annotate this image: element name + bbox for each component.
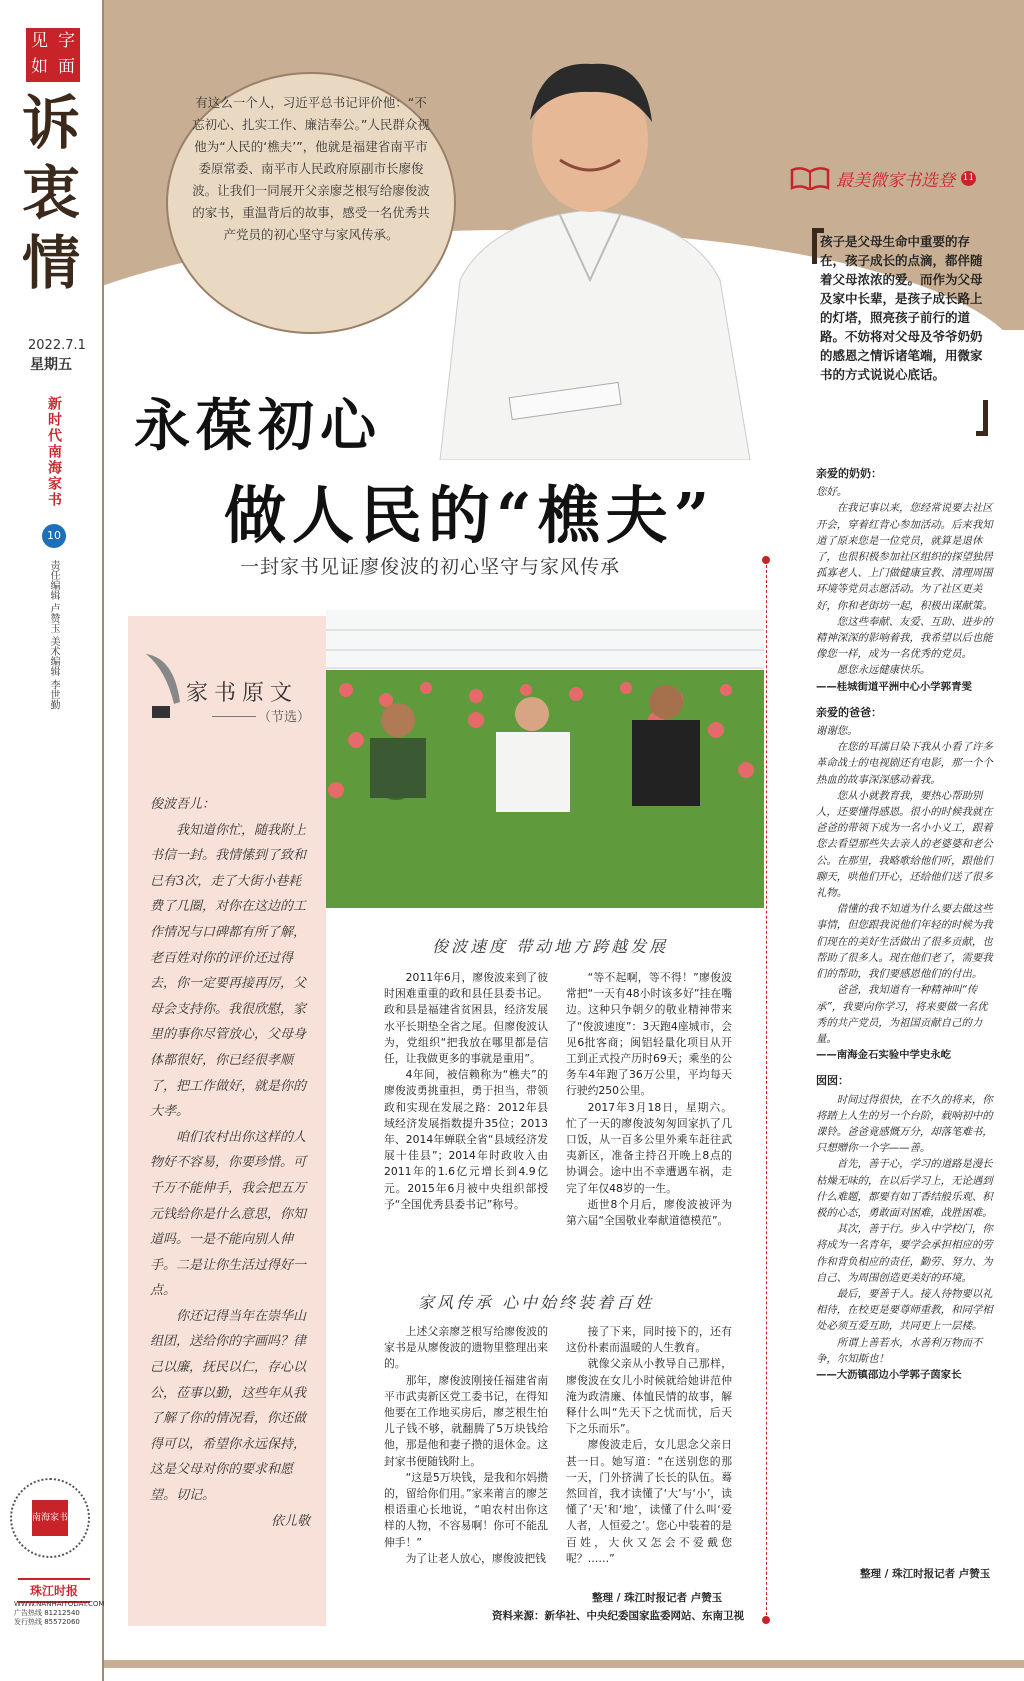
article-paragraph: 为了让老人放心，廖俊波把钱 (405, 1551, 546, 1565)
letter-title-rule (212, 716, 256, 717)
letter-heading: 囡囡： (816, 1074, 849, 1088)
letter-paragraph: 你还记得当年在崇华山组团，送给你的字画吗？律己以廉，抚民以仁，存心以公，莅事以勤，这些年从我了解了你的情况看，你还做得可以，希望你永远保持，这是父母对你的要求和愿望。切记。 (150, 1308, 307, 1504)
article-paragraph: 接了下来，同时接下的，还有这份朴素而温暖的人生教育。 (566, 1325, 732, 1355)
article-paragraph: “这是5万块钱，是我和尔妈攒的，留给你们用。”家来莆言的廖芝根语重心长地说，“咱农村出你这样的人物，不容易啊！你可不能乱伸手！” (384, 1470, 548, 1549)
bottom-rule (104, 1660, 1024, 1668)
letter-paragraph: 借懂的我不知道为什么要去做这些事情，但您跟我说他们年轻的时候为我们现在的美好生活做出了很多贡献，也帮助了很多人。现在他们老了，需要我们的帮助，我们要感恩他们的付出。 (816, 903, 993, 981)
column-divider (766, 560, 768, 1620)
letter-heading: 亲爱的爸爸： (816, 705, 882, 719)
letter-paragraph: 您从小就教育我，要热心帮助别人，还要懂得感恩。很小的时候我就在爸爸的带领下成为一名小小义工，跟着您去看望那些失去亲人的老婆婆和老公公。在那里，我略歌给他们听，跟他们聊天，哄他们开心，还给他们送了很多礼物。 (816, 789, 993, 900)
article-paragraph: 2011年6月，廖俊波来到了彼时困难重重的政和县任县委书记。政和县是福建省贫困县，经济发展水平长期垫全省之尾。但廖俊波认为，党组织“把我放在哪里都是信任，让我做更多的事就是重用”。 (384, 971, 548, 1066)
book-icon (790, 166, 830, 190)
letter-signature: 依儿敬 (270, 1513, 310, 1529)
letter-paragraph: 首先，善于心，学习的道路是漫长枯燥无味的，在以后学习上，无论遇到什么难题，都要有如丁香结般乐观、积极的心态，勇敢面对困难，战胜困难。 (816, 1158, 993, 1219)
letter-paragraph: 您这些奉献、友爱、互助、进步的精神深深的影响着我，我希望以后也能像您一样，成为一名优秀的党员。 (816, 615, 993, 661)
section1-col1 (384, 970, 548, 1213)
reader-letter (816, 1073, 996, 1383)
reader-letter (816, 466, 996, 695)
editors-credit: 责任编辑 卢赞玉 美术编辑 李世勤 (48, 560, 59, 710)
quill-icon (140, 650, 184, 720)
article-paragraph: 就像父亲从小教导自己那样，廖俊波在女儿小时候就给她讲范仲淹为政清廉、体恤民情的故事，解释什么叫“先天下之忧而忧，后天下之乐而乐”。 (566, 1357, 732, 1436)
brand-char: 见 (31, 31, 48, 51)
brand-char: 面 (58, 57, 75, 77)
letter-paragraph: 时间过得很快，在不久的将来，你将踏上人生的另一个台阶，载响初中的课铃。爸爸竟感慨万分，却落笔难书，只想赠你一个字——善。 (816, 1093, 993, 1155)
article-paragraph: 逝世8个月后，廖俊波被评为第六届“全国敬业奉献道德模范”。 (566, 1197, 732, 1228)
article-paragraph: 那年，廖俊波刚接任福建省南平市武夷新区党工委书记，在得知他要在工作地买房后，廖芝根生怕儿子钱不够，就翻腾了5万块钱给他，那是他和妻子攒的退休金。这封家书便随钱附上。 (384, 1373, 548, 1468)
page-number: 10 (42, 524, 66, 548)
column-title-char: 情 (21, 229, 80, 297)
letter-paragraph: 我知道你忙，随我附上书信一封。我情愫到了致和已有3次，走了大街小巷耗费了几圈，对你在这边的工作情况与口碑都有所了解，老百姓对你的评价还过得去，你一定要再接再厉，父母会支持你。我很欣慰，家里的事你尽管放心，父母身体都很好，你已经很孝顺了，把工作做好，就是你的大孝。 (150, 822, 307, 1120)
letter-signature: ——大沥镇邵边小学郭子茵家长 (816, 1368, 962, 1381)
series-intro: 孩子是父母生命中重要的存在，孩子成长的点滴，都伴随着父母浓浓的爱。而作为父母及家中长辈，是孩子成长路上的灯塔，照亮孩子前行的道路。不妨将对父母及爷爷奶奶的感恩之情诉诸笔端，用微家书的方式说说心底话。 (820, 234, 983, 382)
qr-label: 南海家书 (32, 1500, 68, 1536)
issue-weekday: 星期五 (30, 357, 72, 373)
issue-date: 2022.7.1 (28, 338, 86, 353)
article-source: 资料来源：新华社、中央纪委国家监委网站、东南卫视 (492, 1610, 744, 1622)
section-vertical-label: 新时代南海家书 (46, 396, 62, 508)
brand-stamp (26, 28, 80, 82)
letter-paragraph: 爸爸，我知道有一种精神叫“传承”，我要向你学习，将来要做一名优秀的共产党员，为祖国贡献自己的力量。 (816, 984, 988, 1045)
letter-salutation: 俊波吾儿： (150, 797, 216, 812)
series-title (790, 160, 1014, 196)
newspaper-logo: 珠江时报 (18, 1578, 90, 1603)
letter-title: 家书原文 (186, 681, 299, 706)
bracket-close-icon (976, 400, 988, 436)
section1-col2 (566, 970, 732, 1229)
letter-paragraph: 在我记事以来，您经常说要去社区开会，穿着红背心参加活动。后来我知道了原来您是一位党员，就算是退休了，也很积极参加社区组织的探望独居孤寡老人、上门做健康宣教、清理周围环境等党员志愿活动。为了社区更美好，你和老街坊一起，积极出谋献策。 (816, 502, 993, 612)
section1-title: 俊波速度 带动地方跨越发展 (432, 937, 669, 956)
article-paragraph: “等不起啊，等不得！”廖俊波常把“一天有48小时该多好”挂在嘴边。这种只争朝夕的敬业精神带来了“俊波速度”：3天跑4座城市，会见6批客商；闽铝轻量化项目从开工到正式投产历时69天；乘坐的公务车4年跑了36万公里，平均每天行驶约250公里。 (566, 971, 732, 1098)
newspaper-contact: 广告热线 81212540 (14, 1609, 80, 1617)
letter-paragraph: 咱们农村出你这样的人物好不容易，你要珍惜。可千万不能伸手，我会把五万元钱给你是什么意思，你知道吗。一是不能向别人伸手。二是让你生活过得好一点。 (150, 1129, 307, 1299)
article-paragraph: 上述父亲廖芝根写给廖俊波的家书是从廖俊波的遗物里整理出来的。 (384, 1325, 548, 1371)
letter-heading: 亲爱的奶奶： (816, 467, 882, 480)
brand-char: 如 (31, 57, 48, 77)
letter-greeting: 谢谢您。 (816, 725, 858, 738)
right-credit: 整理 / 珠江时报记者 卢赞玉 (860, 1568, 991, 1580)
newspaper-contact: 发行热线 85572060 (14, 1618, 80, 1626)
article-paragraph: 2017年3月18日，星期六。忙了一天的廖俊波匆匆回家扒了几口饭，从一百多公里外乘车赶往武夷新区，准备主持召开晚上8点的协调会。途中出不幸遭遇车祸，走完了年仅48岁的一生。 (566, 1100, 732, 1195)
letter-signature: ——桂城街道平洲中心小学郭青雯 (816, 680, 972, 693)
divider-dot (762, 1616, 770, 1624)
letter-paragraph: 最后，要善于人。接人待物要以礼相待，在校更是要尊师重教，和同学相处必须互爱互助，共同更上一层楼。 (816, 1287, 993, 1333)
article-paragraph: 廖俊波走后，女儿思念父亲日甚一日。她写道：“在送别您的那一天，门外挤满了长长的队伍。蓦然回首，我才读懂了‘大’与‘小’，读懂了‘天’和‘地’，读懂了什么叫‘爱人者，人恒爱之’。您心中装着的是百姓，大伙又怎会不爱戴您呢？……” (566, 1438, 732, 1565)
left-column (0, 0, 104, 1681)
letter-paragraph: 愿您永远健康快乐。 (836, 664, 931, 677)
article-paragraph: 4年间，被信赖称为“樵夫”的廖俊波勇挑重担，勇于担当，带领政和实现在发展之路：2012年县域经济发展指数提升35位；2013年、2014年蝉联全省“县域经济发展十佳县”；2014年时政收入由2011年的1.6亿元增长到4.9亿元。2015年6月被中央组织部授予“全国优秀县委书记”称号。 (384, 1068, 548, 1211)
divider-dot (762, 556, 770, 564)
qr-code[interactable] (10, 1478, 90, 1558)
article-credit: 整理 / 珠江时报记者 卢赞玉 (592, 1592, 723, 1604)
letter-body (150, 792, 310, 1534)
headline-subtitle: 一封家书见证廖俊波的初心坚守与家风传承 (240, 556, 621, 578)
column-title-char: 诉 (21, 89, 80, 157)
section2-title: 家风传承 心中始终装着百姓 (418, 1293, 655, 1312)
section2-col2 (566, 1324, 732, 1567)
newspaper-info (14, 1600, 105, 1627)
letter-paragraph: 在您的耳濡目染下我从小看了许多革命战士的电视剧还有电影，那一个个热血的故事深深感动着我。 (816, 741, 993, 786)
letter-signature: ——南海金石实验中学史永屹 (816, 1049, 952, 1062)
portrait-photo (400, 30, 780, 460)
column-title-char: 衷 (21, 159, 80, 227)
headline-line2: 做人民的“樵夫” (224, 479, 716, 552)
brand-char: 字 (58, 31, 75, 51)
letter-greeting: 您好。 (816, 486, 848, 499)
intro-text: 有这么一个人，习近平总书记评价他：“不忘初心、扎实工作、廉洁奉公。”人民群众视他为“人民的‘樵夫’”，他就是福建省南平市委原常委、南平市人民政府原副市长廖俊波。让我们一同展开父亲廖芝根写给廖俊波的家书，重温背后的故事，感受一名优秀共产党员的初心坚守与家风传承。 (192, 95, 430, 242)
letter-paragraph: 其次，善于行。步入中学校门，你将成为一名青年，要学会承担相应的劳作和背负相应的责任，勤劳、努力、为自己、为周围创造更美好的环境。 (816, 1223, 993, 1284)
letter-subtitle: （节选） (258, 710, 311, 725)
series-label: 最美微家书选登 (836, 170, 955, 191)
newspaper-site: WWW.NANHAITODAY.COM (14, 1600, 105, 1608)
reader-letters (816, 466, 996, 1393)
letter-paragraph: 所谓上善若水，水善利万物而不争，尔知斯也！ (816, 1336, 983, 1365)
flower-field-photo (326, 610, 764, 908)
section2-col1 (384, 1324, 548, 1567)
reader-letter (816, 705, 996, 1063)
series-number: 11 (961, 171, 976, 186)
headline-line1: 永葆初心 (134, 393, 382, 459)
